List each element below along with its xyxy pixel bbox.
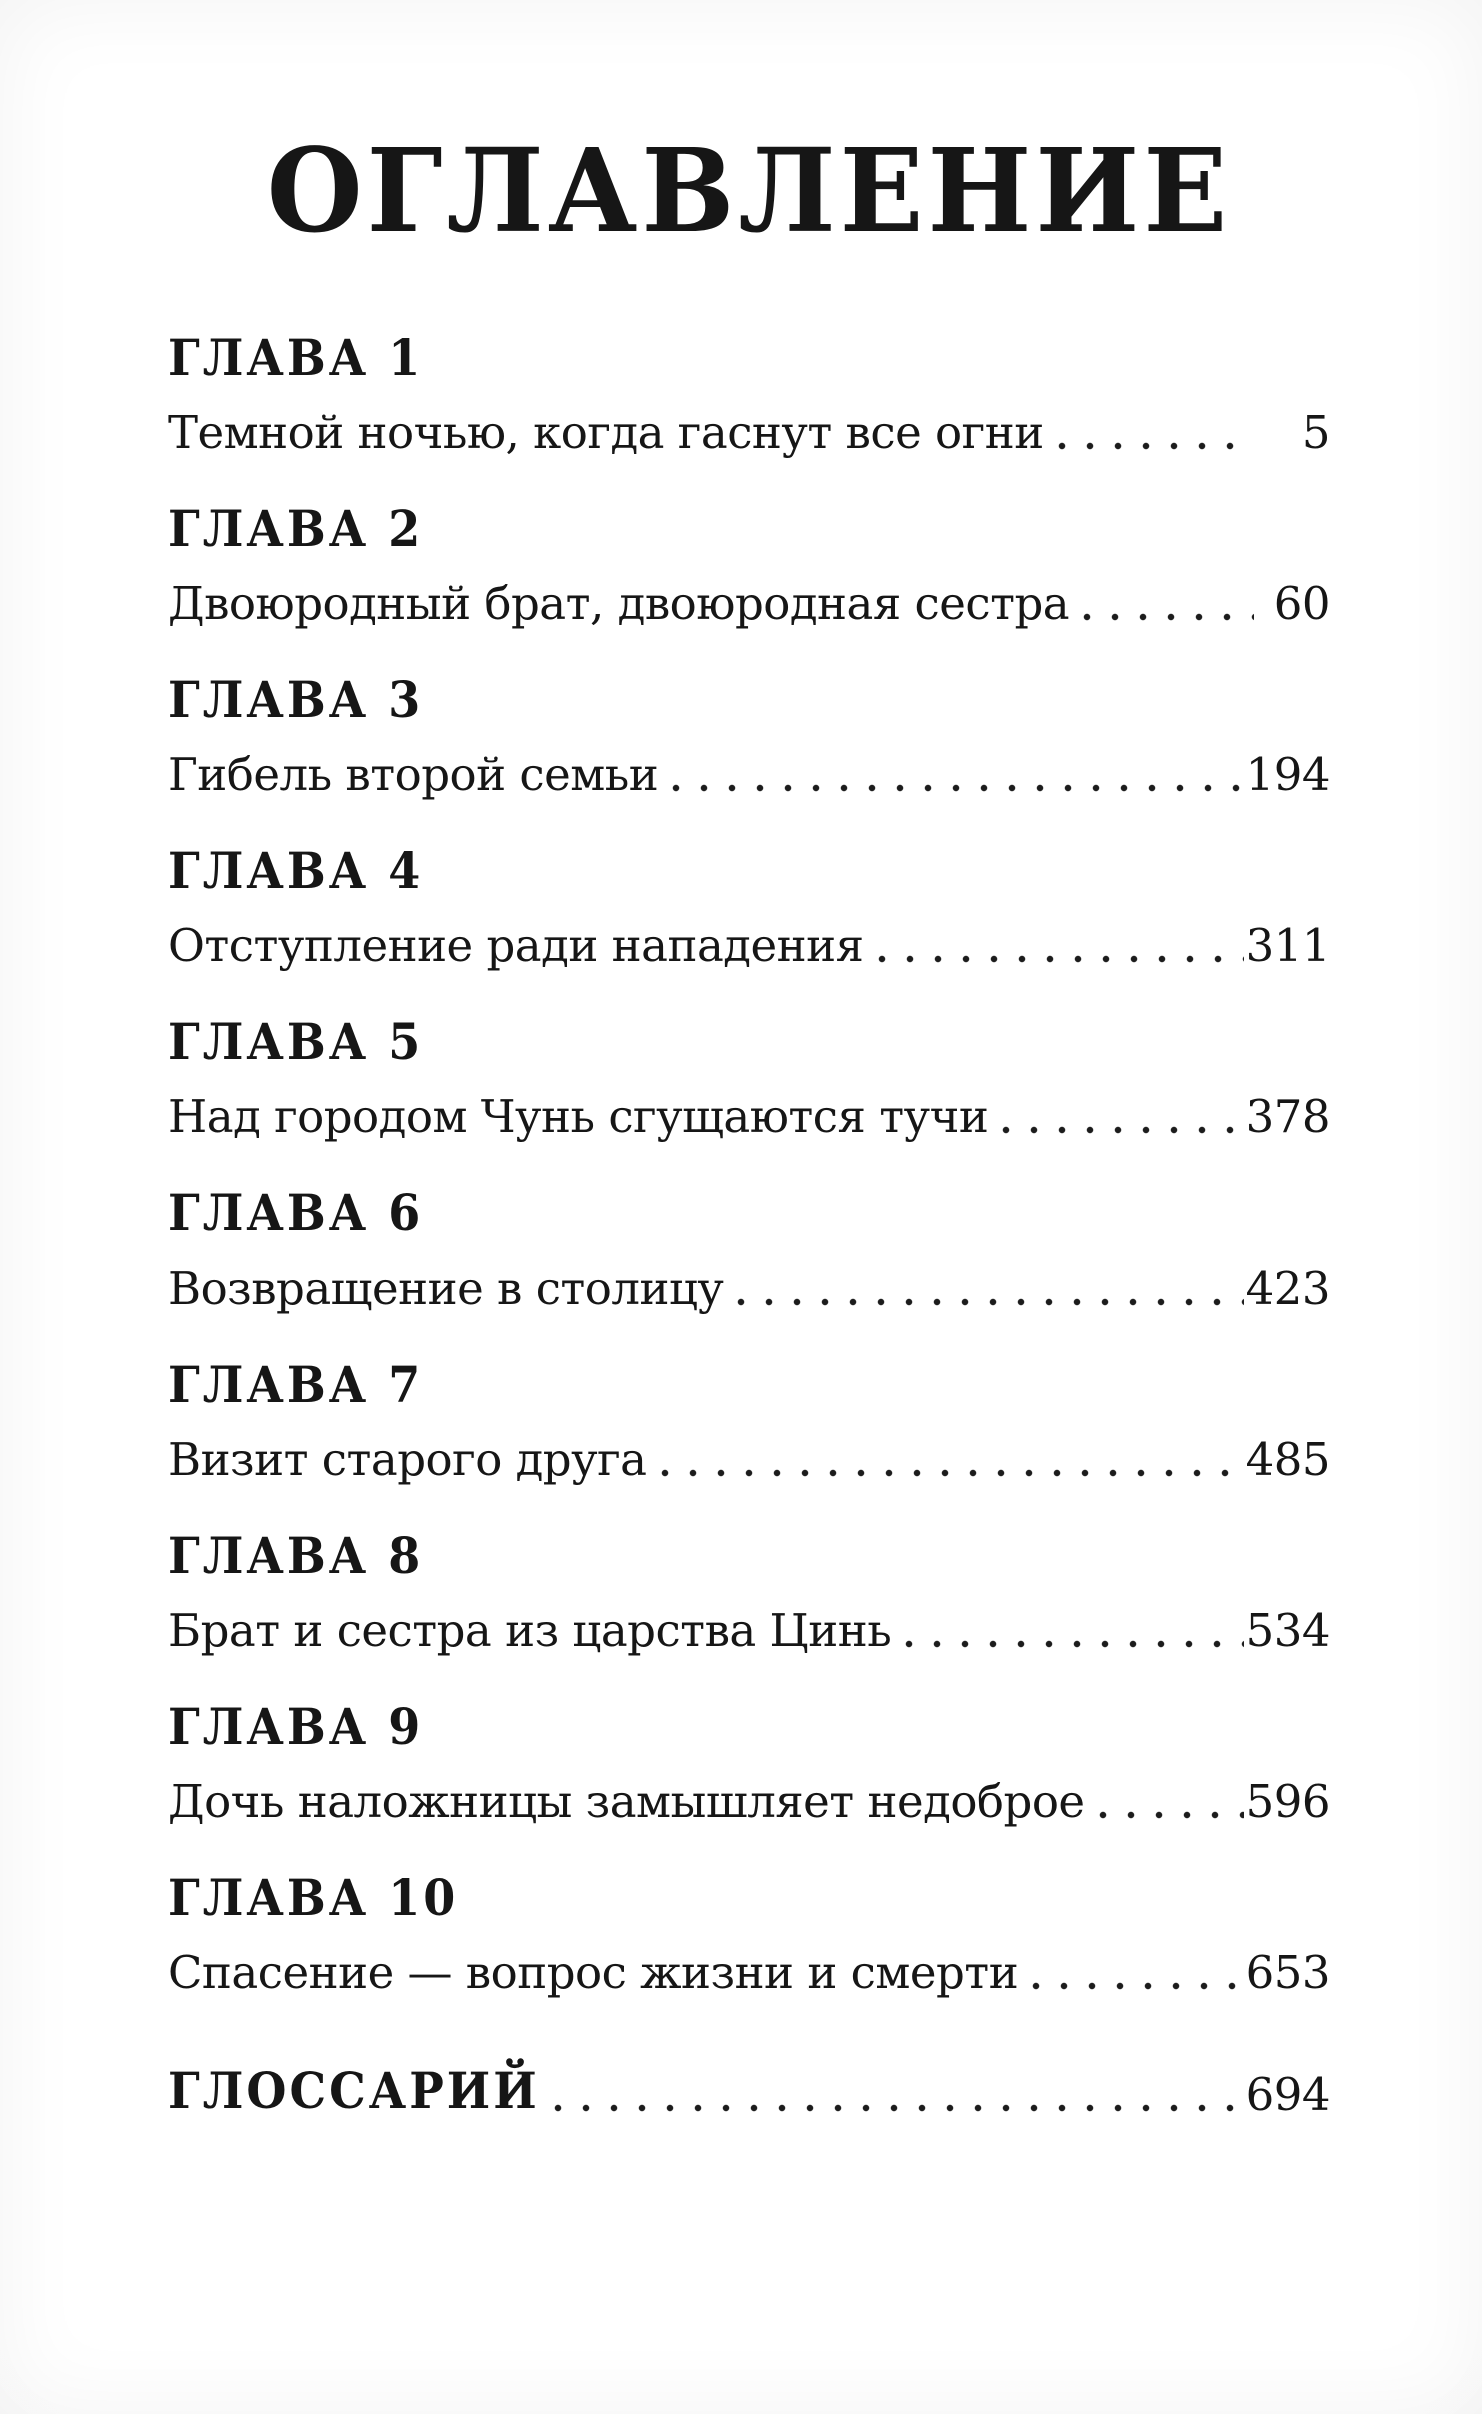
entry-title: Дочь наложницы замышляет недоброе [168,1775,1085,1829]
chapter-heading: ГЛАВА 3 [168,670,424,729]
page-number: 60 [1273,576,1330,630]
dot-leader [1083,611,1254,623]
toc-entry [168,1526,1330,1658]
glossary-entry [168,2061,1330,2121]
chapter-heading: ГЛАВА 4 [168,841,424,900]
toc-entry-line [168,577,1330,631]
entry-title: Спасение — вопрос жизни и смерти [168,1946,1019,2000]
dot-leader [1002,1124,1243,1136]
dot-leader [878,953,1244,965]
page-number: 485 [1245,1432,1330,1486]
toc-entry [168,841,1330,973]
dot-leader [1032,1980,1243,1992]
chapter-heading: ГЛАВА 9 [168,1697,424,1756]
entry-title: Визит старого друга [168,1432,647,1486]
page-title: ОГЛАВЛЕНИЕ [266,122,1232,259]
dot-leader [554,2102,1244,2114]
entry-title: Темной ночью, когда гаснут все огни [168,405,1044,459]
toc-entry [168,328,1330,460]
entry-title: Брат и сестра из царства Цинь [168,1604,892,1657]
page-number: 423 [1245,1261,1330,1315]
chapter-heading: ГЛАВА 1 [168,328,424,387]
toc-entry [168,1184,1330,1315]
toc-entry [168,499,1330,631]
dot-leader [1058,440,1254,452]
chapter-heading: ГЛАВА 5 [168,1012,424,1072]
toc-entry [168,1697,1330,1829]
entry-title: Над городом Чунь сгущаются тучи [168,1090,989,1144]
dot-leader [905,1638,1243,1650]
page-number: 596 [1245,1775,1330,1829]
toc-entry [168,1012,1330,1144]
dot-leader [672,782,1243,794]
page-number: 378 [1245,1090,1330,1144]
chapter-heading: ГЛАВА 6 [168,1184,424,1243]
dot-leader [661,1467,1244,1479]
toc-entry [168,1868,1330,2000]
toc-entry-line [168,919,1330,973]
entry-title: Гибель второй семьи [168,748,659,802]
toc-entry [168,1355,1330,1487]
toc-entry-line [168,1262,1330,1316]
toc-entry-line [168,1946,1330,2000]
page-number: 694 [1245,2067,1330,2121]
glossary-label: ГЛОССАРИЙ [168,2061,540,2121]
entry-title: Двоюродный брат, двоюродная сестра [168,576,1070,630]
page-number: 534 [1245,1604,1330,1657]
dot-leader [1099,1809,1244,1821]
chapter-heading: ГЛАВА 10 [168,1868,459,1928]
page-number: 653 [1245,1946,1330,2000]
toc-entry [168,670,1330,802]
chapter-heading: ГЛАВА 7 [168,1355,424,1414]
toc-entry-line [168,1775,1330,1829]
dot-leader [737,1296,1243,1308]
page-number: 194 [1245,748,1330,802]
entry-title: Отступление ради нападения [168,919,864,973]
page-number: 311 [1245,919,1330,973]
chapter-heading: ГЛАВА 2 [168,499,424,558]
toc-entry-line [168,1090,1330,1144]
toc-entry-line [168,1604,1330,1658]
entry-title: Возвращение в столицу [168,1261,724,1315]
page-number: 5 [1301,405,1330,459]
toc-entry-line [168,748,1330,802]
chapter-heading: ГЛАВА 8 [168,1526,424,1585]
toc-entry-line [168,1433,1330,1487]
toc-entry-line [168,406,1330,460]
